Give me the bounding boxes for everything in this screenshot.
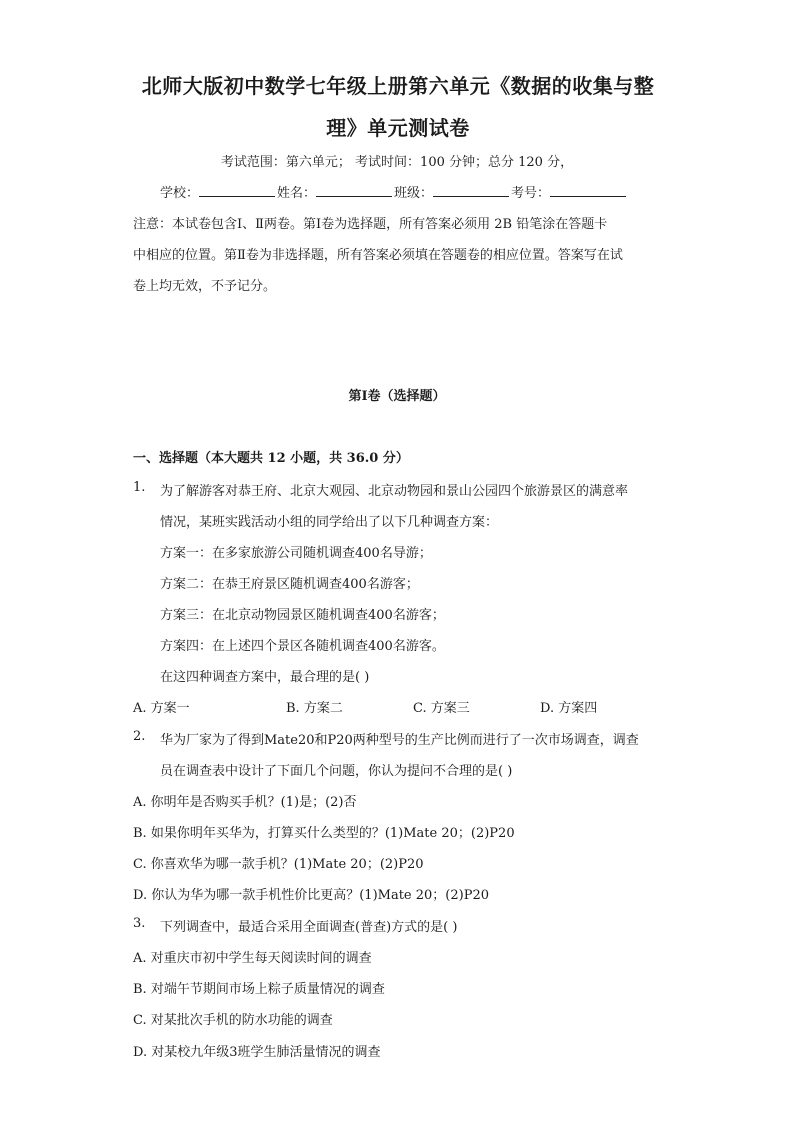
option-c[interactable]: C. 方案三 [413, 701, 470, 716]
question-number: 1. [133, 480, 146, 495]
question-text: 方案二：在恭王府景区随机调查400名游客； [160, 577, 419, 592]
notice-line: 中相应的位置。第Ⅱ卷为非选择题，所有答案必须填在答题卷的相应位置。答案写在试 [133, 248, 623, 263]
option-a[interactable]: A. 你明年是否购买手机？(1)是；(2)否 [133, 795, 357, 810]
option-c[interactable]: C. 你喜欢华为哪一款手机？(1)Mate 20；(2)P20 [133, 857, 424, 872]
option-a[interactable]: A. 方案一 [133, 701, 190, 716]
option-b[interactable]: B. 方案二 [286, 701, 343, 716]
class-blank[interactable] [433, 184, 509, 197]
question-number: 2. [133, 729, 146, 744]
exam-info: 考试范围：第六单元； 考试时间：100 分钟；总分 120 分， [220, 155, 574, 170]
option-b[interactable]: B. 对端午节期间市场上粽子质量情况的调查 [133, 982, 385, 997]
notice-line: 注意：本试卷包含Ⅰ、Ⅱ两卷。第Ⅰ卷为选择题，所有答案必须用 2B 铅笔涂在答题卡 [133, 217, 608, 232]
part-title: 第Ⅰ卷（选择题） [348, 389, 446, 404]
number-label: 考号： [511, 186, 551, 201]
question-number: 3. [133, 916, 146, 931]
question-text: 下列调查中，最适合采用全面调查(普查)方式的是( ) [160, 920, 458, 935]
question-text: 在这四种调查方案中，最合理的是( ) [160, 670, 370, 685]
section-suffix: ） [395, 451, 409, 466]
option-b[interactable]: B. 如果你明年买华为，打算买什么类型的？(1)Mate 20；(2)P20 [133, 826, 515, 841]
question-text: 情况，某班实践活动小组的同学给出了以下几种调查方案： [160, 515, 499, 530]
option-d[interactable]: D. 你认为华为哪一款手机性价比更高？(1)Mate 20；(2)P20 [133, 888, 489, 903]
question-text: 方案四：在上述四个景区各随机调查400名游客。 [160, 639, 445, 654]
option-c[interactable]: C. 对某批次手机的防水功能的调查 [133, 1013, 333, 1028]
question-text: 华为厂家为了得到Mate20和P20两种型号的生产比例而进行了一次市场调查，调查 [160, 733, 639, 748]
option-d[interactable]: D. 方案四 [540, 701, 598, 716]
notice-line: 卷上均无效，不予记分。 [133, 279, 277, 294]
school-blank[interactable] [199, 184, 275, 197]
exam-title-line2: 理》单元测试卷 [326, 116, 470, 140]
question-text: 员在调查表中设计了下面几个问题，你认为提问不合理的是( ) [160, 764, 513, 779]
class-label: 班级： [394, 186, 434, 201]
option-d[interactable]: D. 对某校九年级3班学生肺活量情况的调查 [133, 1045, 381, 1060]
name-blank[interactable] [316, 184, 392, 197]
exam-title-line1: 北师大版初中数学七年级上册第六单元《数据的收集与整 [141, 74, 655, 98]
question-text: 为了解游客对恭王府、北京大观园、北京动物园和景山公园四个旅游景区的满意率 [160, 484, 629, 499]
section-prefix: 一、选择题（ [133, 451, 212, 466]
student-fields [160, 182, 628, 201]
number-blank[interactable] [550, 184, 626, 197]
section-detail: 本大题共 12 小题，共 36.0 分 [211, 451, 396, 466]
school-label: 学校： [160, 186, 200, 201]
question-text: 方案一：在多家旅游公司随机调查400名导游； [160, 546, 432, 561]
question-text: 方案三：在北京动物园景区随机调查400名游客； [160, 608, 445, 623]
option-a[interactable]: A. 对重庆市初中学生每天阅读时间的调查 [133, 951, 372, 966]
section-heading [133, 447, 409, 466]
name-label: 姓名： [277, 186, 317, 201]
